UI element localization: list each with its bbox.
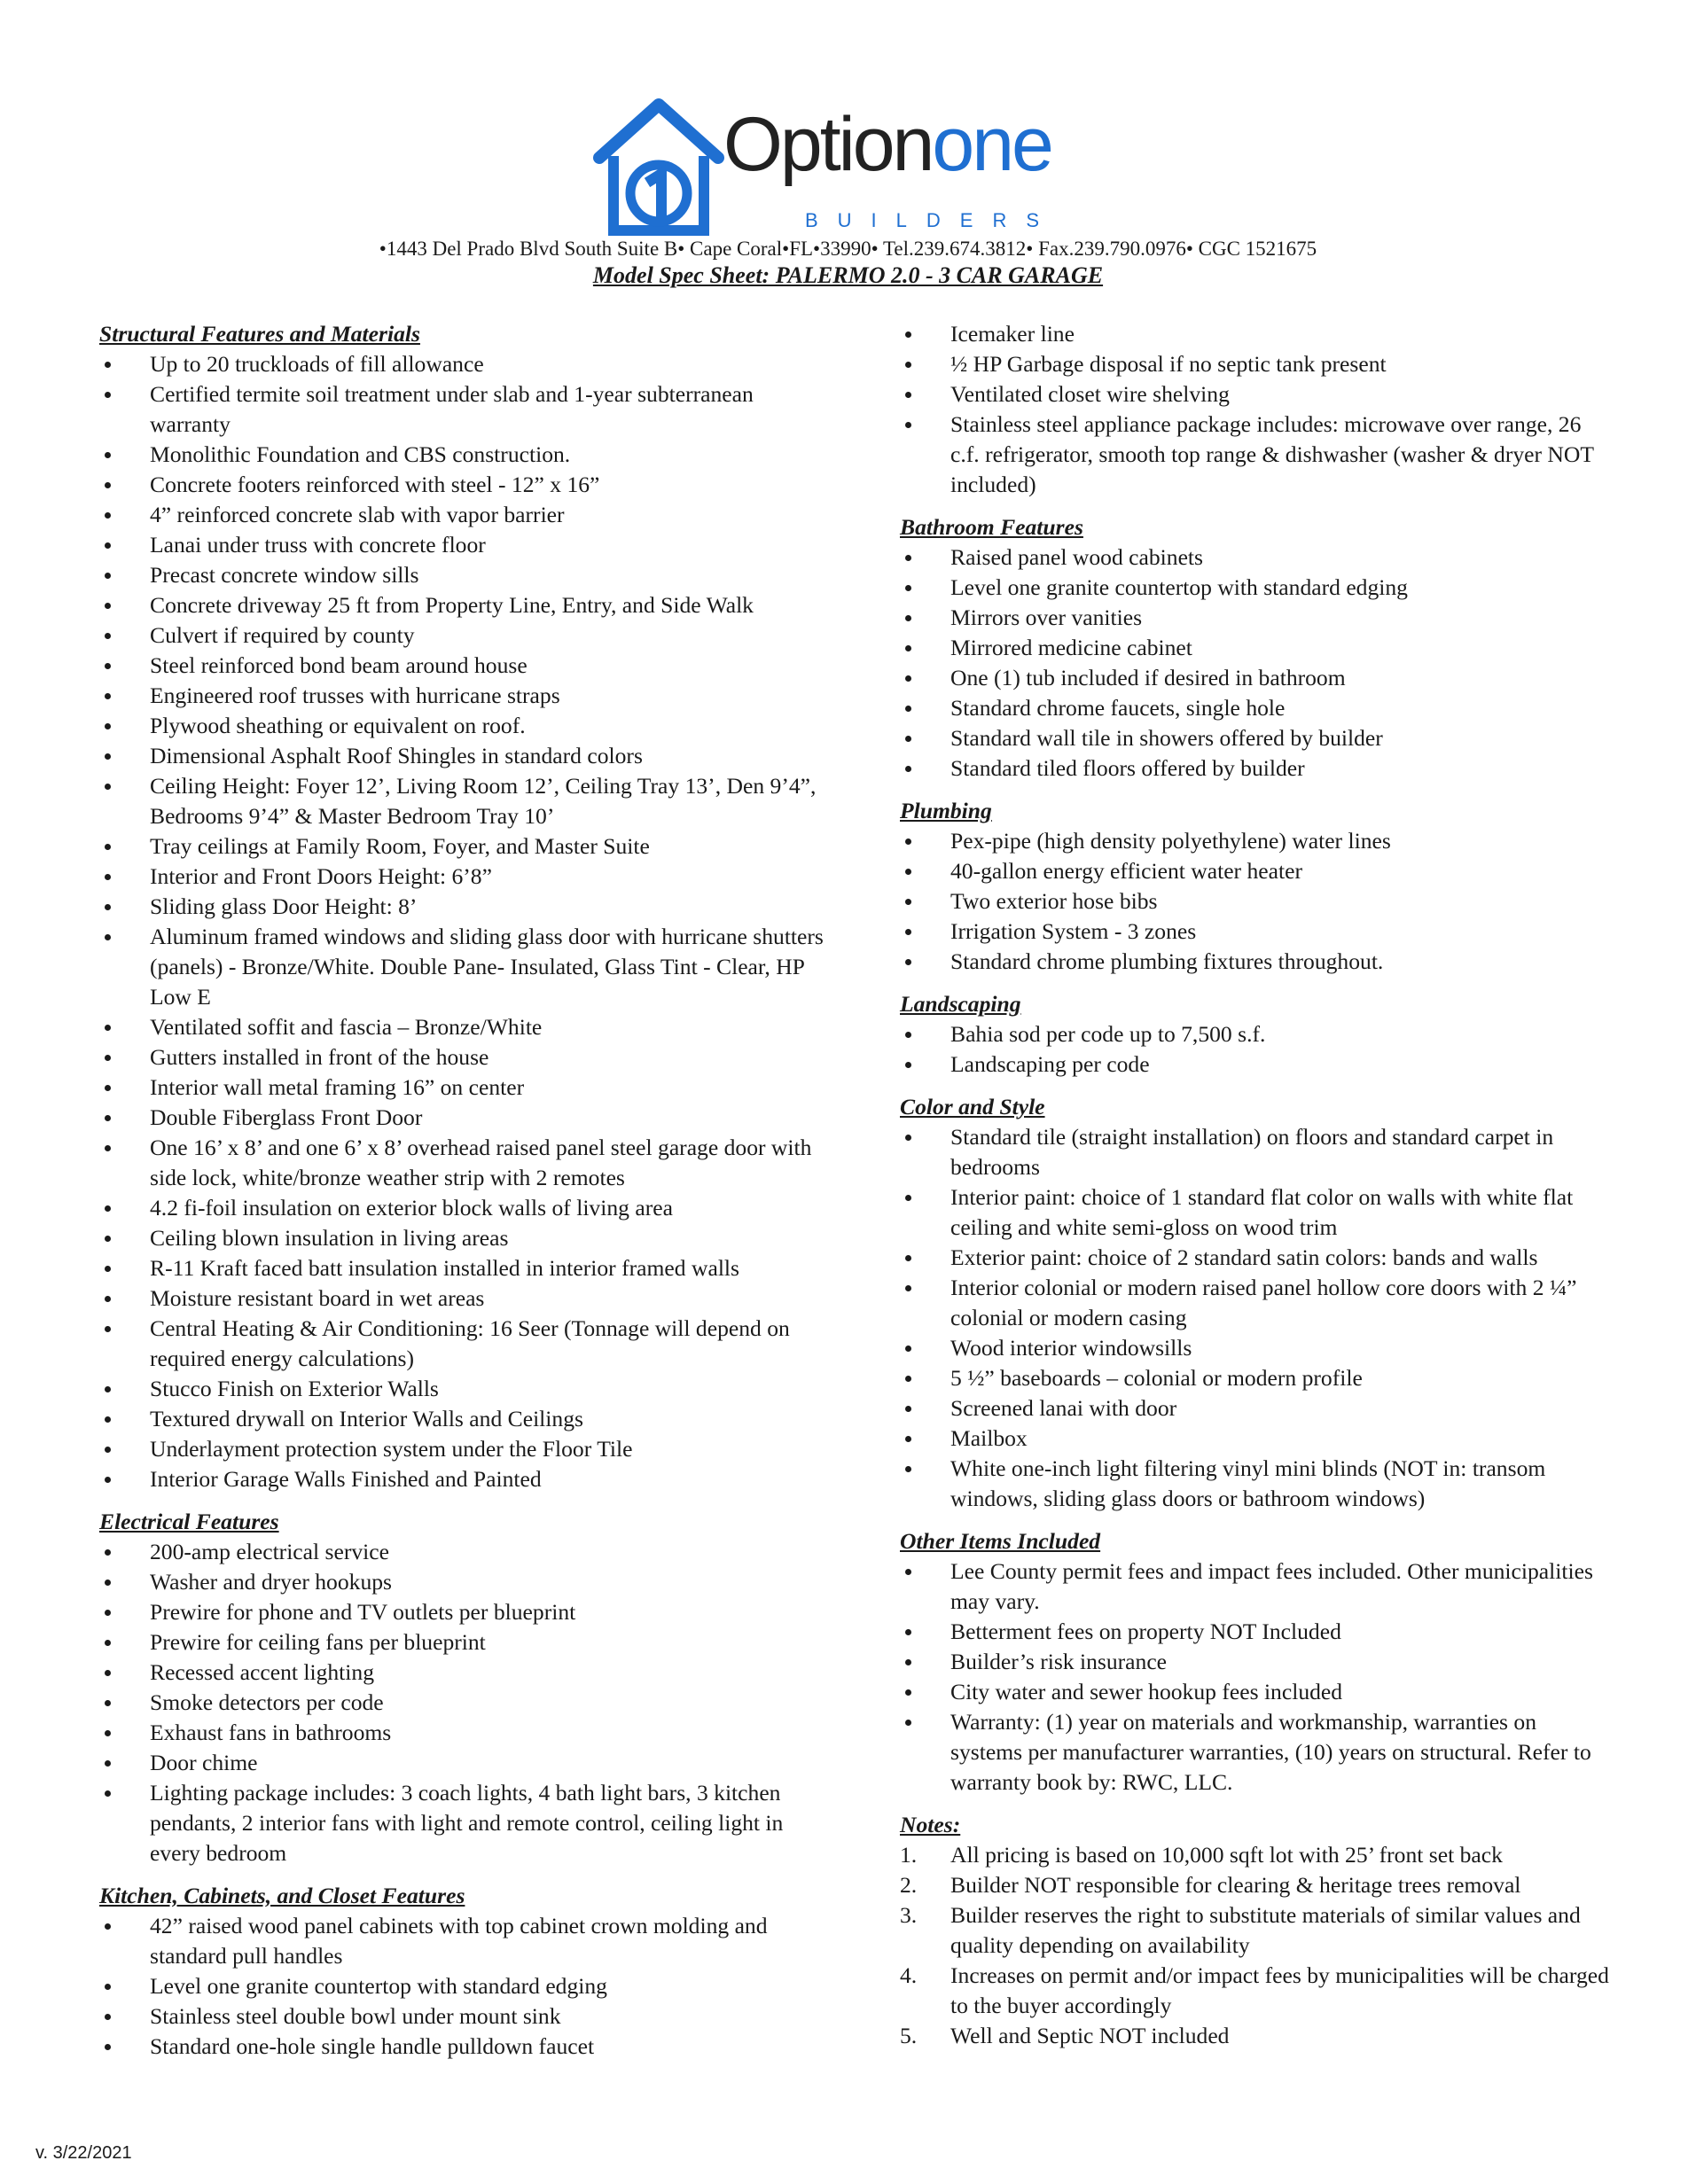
note-item bbox=[900, 2021, 1609, 2051]
list-item-text: Aluminum framed windows and sliding glass door with hurricane shutters (panels) - Bronze/White. Double Pane- Insulated, Glass Tint - Clear, HP Low E bbox=[150, 924, 824, 1010]
list-item bbox=[900, 1049, 1609, 1080]
list-item-text: Raised panel wood cabinets bbox=[950, 544, 1204, 570]
list-item-text: Stainless steel appliance package includes: microwave over range, 26 c.f. refrigerator, smooth top range & dishwasher (washer & dryer NOT included) bbox=[950, 411, 1594, 497]
list-item-text: Icemaker line bbox=[950, 321, 1075, 347]
list-item bbox=[99, 560, 826, 590]
list-item-text: Standard chrome faucets, single hole bbox=[950, 695, 1286, 721]
list-item-text: 42” raised wood panel cabinets with top cabinet crown molding and standard pull handles bbox=[150, 1913, 768, 1969]
list-item-text: Ventilated closet wire shelving bbox=[950, 381, 1230, 407]
list-item bbox=[99, 1567, 826, 1597]
list-item bbox=[99, 892, 826, 922]
list-item-text: Recessed accent lighting bbox=[150, 1659, 375, 1685]
section-title-plumbing: Plumbing bbox=[900, 798, 992, 823]
list-item bbox=[900, 916, 1609, 947]
list-item-text: Smoke detectors per code bbox=[150, 1689, 384, 1715]
list-item-text: Sliding glass Door Height: 8’ bbox=[150, 893, 418, 919]
list-item bbox=[900, 1019, 1609, 1049]
list-item-text: Engineered roof trusses with hurricane straps bbox=[150, 682, 560, 708]
list-item bbox=[99, 1253, 826, 1283]
list-item bbox=[900, 573, 1609, 603]
list-item-text: Interior Garage Walls Finished and Painted bbox=[150, 1466, 542, 1492]
section-title-other-items: Other Items Included bbox=[900, 1528, 1101, 1554]
list-item-text: Lighting package includes: 3 coach lights, 4 bath light bars, 3 kitchen pendants, 2 interior fans with light and remote control, ceiling light in every bedroom bbox=[150, 1780, 784, 1866]
list-item bbox=[99, 349, 826, 379]
list-item bbox=[900, 1122, 1609, 1182]
list-item bbox=[99, 831, 826, 862]
list-item bbox=[900, 1617, 1609, 1647]
kitchen-continued-list bbox=[900, 319, 1609, 500]
list-item bbox=[99, 1404, 826, 1434]
logo-subtitle: BUILDERS bbox=[805, 209, 1059, 231]
list-item-text: 40-gallon energy efficient water heater bbox=[950, 858, 1302, 884]
note-text: Well and Septic NOT included bbox=[950, 2023, 1230, 2048]
list-item bbox=[900, 1677, 1609, 1707]
list-item bbox=[900, 1273, 1609, 1333]
list-item bbox=[99, 1718, 826, 1748]
list-item bbox=[99, 1012, 826, 1042]
list-item-text: Landscaping per code bbox=[950, 1051, 1150, 1077]
list-item bbox=[99, 1464, 826, 1494]
list-item-text: One 16’ x 8’ and one 6’ x 8’ overhead raised panel steel garage door with side lock, white/bronze weather strip with 2 remotes bbox=[150, 1135, 812, 1190]
list-item-text: White one-inch light filtering vinyl mini blinds (NOT in: transom windows, sliding glass doors or bathroom windows) bbox=[950, 1455, 1546, 1511]
notes-list bbox=[900, 1840, 1609, 2051]
list-item bbox=[900, 1707, 1609, 1798]
house-logo-icon bbox=[592, 98, 725, 239]
list-item-text: Precast concrete window sills bbox=[150, 562, 419, 588]
list-item bbox=[99, 2032, 826, 2062]
list-item-text: Mirrored medicine cabinet bbox=[950, 635, 1192, 660]
list-item bbox=[900, 1424, 1609, 1454]
list-item bbox=[900, 633, 1609, 663]
list-item bbox=[99, 1597, 826, 1627]
note-item bbox=[900, 1900, 1609, 1961]
company-address: •1443 Del Prado Blvd South Suite B• Cape Coral•FL•33990• Tel.239.674.3812• Fax.239.790.0976• CGC 1521675 bbox=[379, 238, 1317, 260]
logo-word-one: one bbox=[932, 102, 1051, 187]
page-title: Model Spec Sheet: PALERMO 2.0 - 3 CAR GARAGE bbox=[592, 262, 1104, 288]
list-item-text: Level one granite countertop with standard edging bbox=[950, 574, 1408, 600]
list-item bbox=[99, 741, 826, 771]
note-item bbox=[900, 1840, 1609, 1870]
list-item bbox=[99, 1374, 826, 1404]
list-item-text: Double Fiberglass Front Door bbox=[150, 1104, 423, 1130]
list-item bbox=[900, 349, 1609, 379]
list-item bbox=[900, 753, 1609, 784]
note-text: Builder NOT responsible for clearing & heritage trees removal bbox=[950, 1872, 1521, 1898]
list-item-text: Interior and Front Doors Height: 6’8” bbox=[150, 863, 492, 889]
list-item-text: Interior wall metal framing 16” on center bbox=[150, 1074, 525, 1100]
list-item-text: One (1) tub included if desired in bathroom bbox=[950, 665, 1346, 690]
bathroom-list bbox=[900, 542, 1609, 784]
note-number: 3. bbox=[900, 1902, 918, 1928]
list-item-text: Underlayment protection system under the Floor Tile bbox=[150, 1436, 633, 1462]
list-item bbox=[99, 1748, 826, 1778]
list-item-text: Dimensional Asphalt Roof Shingles in standard colors bbox=[150, 743, 643, 768]
left-column bbox=[99, 319, 826, 2062]
list-item bbox=[99, 922, 826, 1012]
list-item bbox=[900, 1393, 1609, 1424]
list-item bbox=[900, 1333, 1609, 1363]
list-item bbox=[900, 826, 1609, 856]
list-item-text: Concrete footers reinforced with steel - 12” x 16” bbox=[150, 472, 600, 497]
kitchen-list bbox=[99, 1911, 826, 2062]
list-item-text: 200-amp electrical service bbox=[150, 1539, 390, 1564]
note-text: Builder reserves the right to substitute materials of similar values and quality depending on availability bbox=[950, 1902, 1581, 1958]
list-item bbox=[99, 651, 826, 681]
list-item bbox=[99, 681, 826, 711]
note-number: 4. bbox=[900, 1962, 918, 1988]
list-item-text: Moisture resistant board in wet areas bbox=[150, 1285, 485, 1311]
note-item bbox=[900, 1961, 1609, 2021]
list-item bbox=[900, 856, 1609, 886]
list-item-text: Ceiling Height: Foyer 12’, Living Room 12’, Ceiling Tray 13’, Den 9’4”, Bedrooms 9’4” & Master Bedroom Tray 10’ bbox=[150, 773, 817, 829]
list-item bbox=[99, 500, 826, 530]
list-item bbox=[900, 663, 1609, 693]
note-number: 2. bbox=[900, 1872, 918, 1898]
logo-wordmark bbox=[723, 102, 1051, 187]
list-item bbox=[900, 886, 1609, 916]
list-item-text: Culvert if required by county bbox=[150, 622, 415, 648]
list-item bbox=[900, 410, 1609, 500]
list-item-text: Monolithic Foundation and CBS construction. bbox=[150, 441, 571, 467]
list-item-text: Textured drywall on Interior Walls and Ceilings bbox=[150, 1406, 583, 1431]
list-item bbox=[99, 379, 826, 440]
list-item-text: Irrigation System - 3 zones bbox=[950, 918, 1197, 944]
list-item bbox=[99, 1658, 826, 1688]
list-item bbox=[99, 1193, 826, 1223]
list-item bbox=[99, 620, 826, 651]
list-item-text: Prewire for phone and TV outlets per blueprint bbox=[150, 1599, 576, 1625]
list-item-text: City water and sewer hookup fees included bbox=[950, 1679, 1343, 1704]
list-item bbox=[900, 603, 1609, 633]
list-item bbox=[900, 1243, 1609, 1273]
list-item-text: Door chime bbox=[150, 1750, 258, 1775]
section-title-structural: Structural Features and Materials bbox=[99, 321, 420, 347]
electrical-list bbox=[99, 1537, 826, 1868]
list-item-text: Mirrors over vanities bbox=[950, 604, 1143, 630]
list-item-text: Level one granite countertop with standard edging bbox=[150, 1973, 607, 1999]
section-title-electrical: Electrical Features bbox=[99, 1509, 279, 1534]
list-item bbox=[99, 1778, 826, 1868]
right-column bbox=[900, 319, 1609, 2051]
list-item-text: Mailbox bbox=[950, 1425, 1028, 1451]
list-item-text: 5 ½” baseboards – colonial or modern profile bbox=[950, 1365, 1363, 1391]
section-title-notes: Notes: bbox=[900, 1812, 961, 1837]
list-item bbox=[99, 1133, 826, 1193]
list-item bbox=[99, 1971, 826, 2001]
list-item-text: Plywood sheathing or equivalent on roof. bbox=[150, 713, 526, 738]
list-item bbox=[99, 1911, 826, 1971]
list-item bbox=[900, 1182, 1609, 1243]
list-item bbox=[99, 590, 826, 620]
logo-word-option: Option bbox=[723, 102, 933, 187]
version-label: v. 3/22/2021 bbox=[35, 2143, 132, 2163]
list-item bbox=[900, 379, 1609, 410]
list-item-text: R-11 Kraft faced batt insulation installed in interior framed walls bbox=[150, 1255, 739, 1281]
note-number: 5. bbox=[900, 2023, 918, 2048]
list-item-text: Standard tiled floors offered by builder bbox=[950, 755, 1305, 781]
company-logo bbox=[592, 98, 1106, 239]
list-item-text: Stucco Finish on Exterior Walls bbox=[150, 1376, 439, 1401]
list-item-text: Interior paint: choice of 1 standard flat color on walls with white flat ceiling and white semi-gloss on wood trim bbox=[950, 1184, 1574, 1240]
list-item-text: 4.2 fi-foil insulation on exterior block walls of living area bbox=[150, 1195, 673, 1221]
list-item bbox=[99, 530, 826, 560]
list-item-text: Lanai under truss with concrete floor bbox=[150, 532, 486, 558]
list-item-text: Screened lanai with door bbox=[950, 1395, 1177, 1421]
note-text: Increases on permit and/or impact fees by municipalities will be charged to the buyer accordingly bbox=[950, 1962, 1609, 2018]
list-item bbox=[99, 1223, 826, 1253]
list-item-text: Standard tile (straight installation) on floors and standard carpet in bedrooms bbox=[950, 1124, 1554, 1180]
list-item-text: Pex-pipe (high density polyethylene) water lines bbox=[950, 828, 1391, 854]
list-item-text: Wood interior windowsills bbox=[950, 1335, 1192, 1361]
other-items-list bbox=[900, 1556, 1609, 1798]
list-item bbox=[900, 1454, 1609, 1514]
list-item-text: Builder’s risk insurance bbox=[950, 1649, 1168, 1674]
list-item-text: Bahia sod per code up to 7,500 s.f. bbox=[950, 1021, 1266, 1047]
list-item bbox=[900, 542, 1609, 573]
list-item-text: Gutters installed in front of the house bbox=[150, 1044, 489, 1070]
list-item bbox=[99, 1314, 826, 1374]
list-item-text: Exhaust fans in bathrooms bbox=[150, 1720, 392, 1745]
landscaping-list bbox=[900, 1019, 1609, 1080]
list-item bbox=[99, 1627, 826, 1658]
section-title-bathroom: Bathroom Features bbox=[900, 514, 1083, 540]
list-item-text: Steel reinforced bond beam around house bbox=[150, 652, 528, 678]
list-item bbox=[900, 1363, 1609, 1393]
list-item-text: Warranty: (1) year on materials and workmanship, warranties on systems per manufacturer warranties, (10) years on structural. Refer to warranty book by: RWC, LLC. bbox=[950, 1709, 1591, 1795]
list-item bbox=[99, 1688, 826, 1718]
list-item-text: 4” reinforced concrete slab with vapor barrier bbox=[150, 502, 565, 527]
list-item bbox=[99, 711, 826, 741]
color-style-list bbox=[900, 1122, 1609, 1514]
list-item bbox=[99, 771, 826, 831]
list-item-text: Ventilated soffit and fascia – Bronze/White bbox=[150, 1014, 543, 1040]
section-title-color-style: Color and Style bbox=[900, 1094, 1045, 1119]
list-item-text: Central Heating & Air Conditioning: 16 Seer (Tonnage will depend on required energy calculations) bbox=[150, 1315, 790, 1371]
list-item bbox=[99, 440, 826, 470]
list-item bbox=[99, 1072, 826, 1103]
list-item bbox=[99, 1042, 826, 1072]
list-item-text: Ceiling blown insulation in living areas bbox=[150, 1225, 509, 1251]
list-item bbox=[99, 862, 826, 892]
list-item bbox=[99, 1434, 826, 1464]
list-item-text: Two exterior hose bibs bbox=[950, 888, 1158, 914]
list-item-text: Exterior paint: choice of 2 standard satin colors: bands and walls bbox=[950, 1244, 1538, 1270]
list-item bbox=[900, 1647, 1609, 1677]
plumbing-list bbox=[900, 826, 1609, 977]
list-item-text: Standard wall tile in showers offered by builder bbox=[950, 725, 1383, 751]
list-item bbox=[99, 470, 826, 500]
list-item bbox=[900, 319, 1609, 349]
list-item-text: Betterment fees on property NOT Included bbox=[950, 1618, 1341, 1644]
list-item-text: Certified termite soil treatment under slab and 1-year subterranean warranty bbox=[150, 381, 754, 437]
section-title-kitchen: Kitchen, Cabinets, and Closet Features bbox=[99, 1883, 465, 1908]
list-item bbox=[900, 947, 1609, 977]
list-item-text: Tray ceilings at Family Room, Foyer, and Master Suite bbox=[150, 833, 650, 859]
note-item bbox=[900, 1870, 1609, 1900]
note-text: All pricing is based on 10,000 sqft lot with 25’ front set back bbox=[950, 1842, 1503, 1868]
structural-list bbox=[99, 349, 826, 1494]
list-item-text: Standard chrome plumbing fixtures throughout. bbox=[950, 948, 1384, 974]
list-item-text: Interior colonial or modern raised panel hollow core doors with 2 ¼” colonial or modern casing bbox=[950, 1275, 1577, 1330]
list-item bbox=[900, 723, 1609, 753]
list-item bbox=[99, 2001, 826, 2032]
list-item bbox=[99, 1103, 826, 1133]
list-item bbox=[99, 1537, 826, 1567]
list-item-text: Washer and dryer hookups bbox=[150, 1569, 392, 1595]
list-item bbox=[900, 693, 1609, 723]
list-item-text: Prewire for ceiling fans per blueprint bbox=[150, 1629, 486, 1655]
list-item-text: Stainless steel double bowl under mount sink bbox=[150, 2003, 561, 2029]
list-item-text: Lee County permit fees and impact fees included. Other municipalities may vary. bbox=[950, 1558, 1593, 1614]
list-item bbox=[900, 1556, 1609, 1617]
list-item bbox=[99, 1283, 826, 1314]
section-title-landscaping: Landscaping bbox=[900, 991, 1021, 1017]
list-item-text: Up to 20 truckloads of fill allowance bbox=[150, 351, 484, 377]
note-number: 1. bbox=[900, 1842, 918, 1868]
list-item-text: Concrete driveway 25 ft from Property Line, Entry, and Side Walk bbox=[150, 592, 754, 618]
list-item-text: ½ HP Garbage disposal if no septic tank present bbox=[950, 351, 1387, 377]
list-item-text: Standard one-hole single handle pulldown faucet bbox=[150, 2033, 595, 2059]
